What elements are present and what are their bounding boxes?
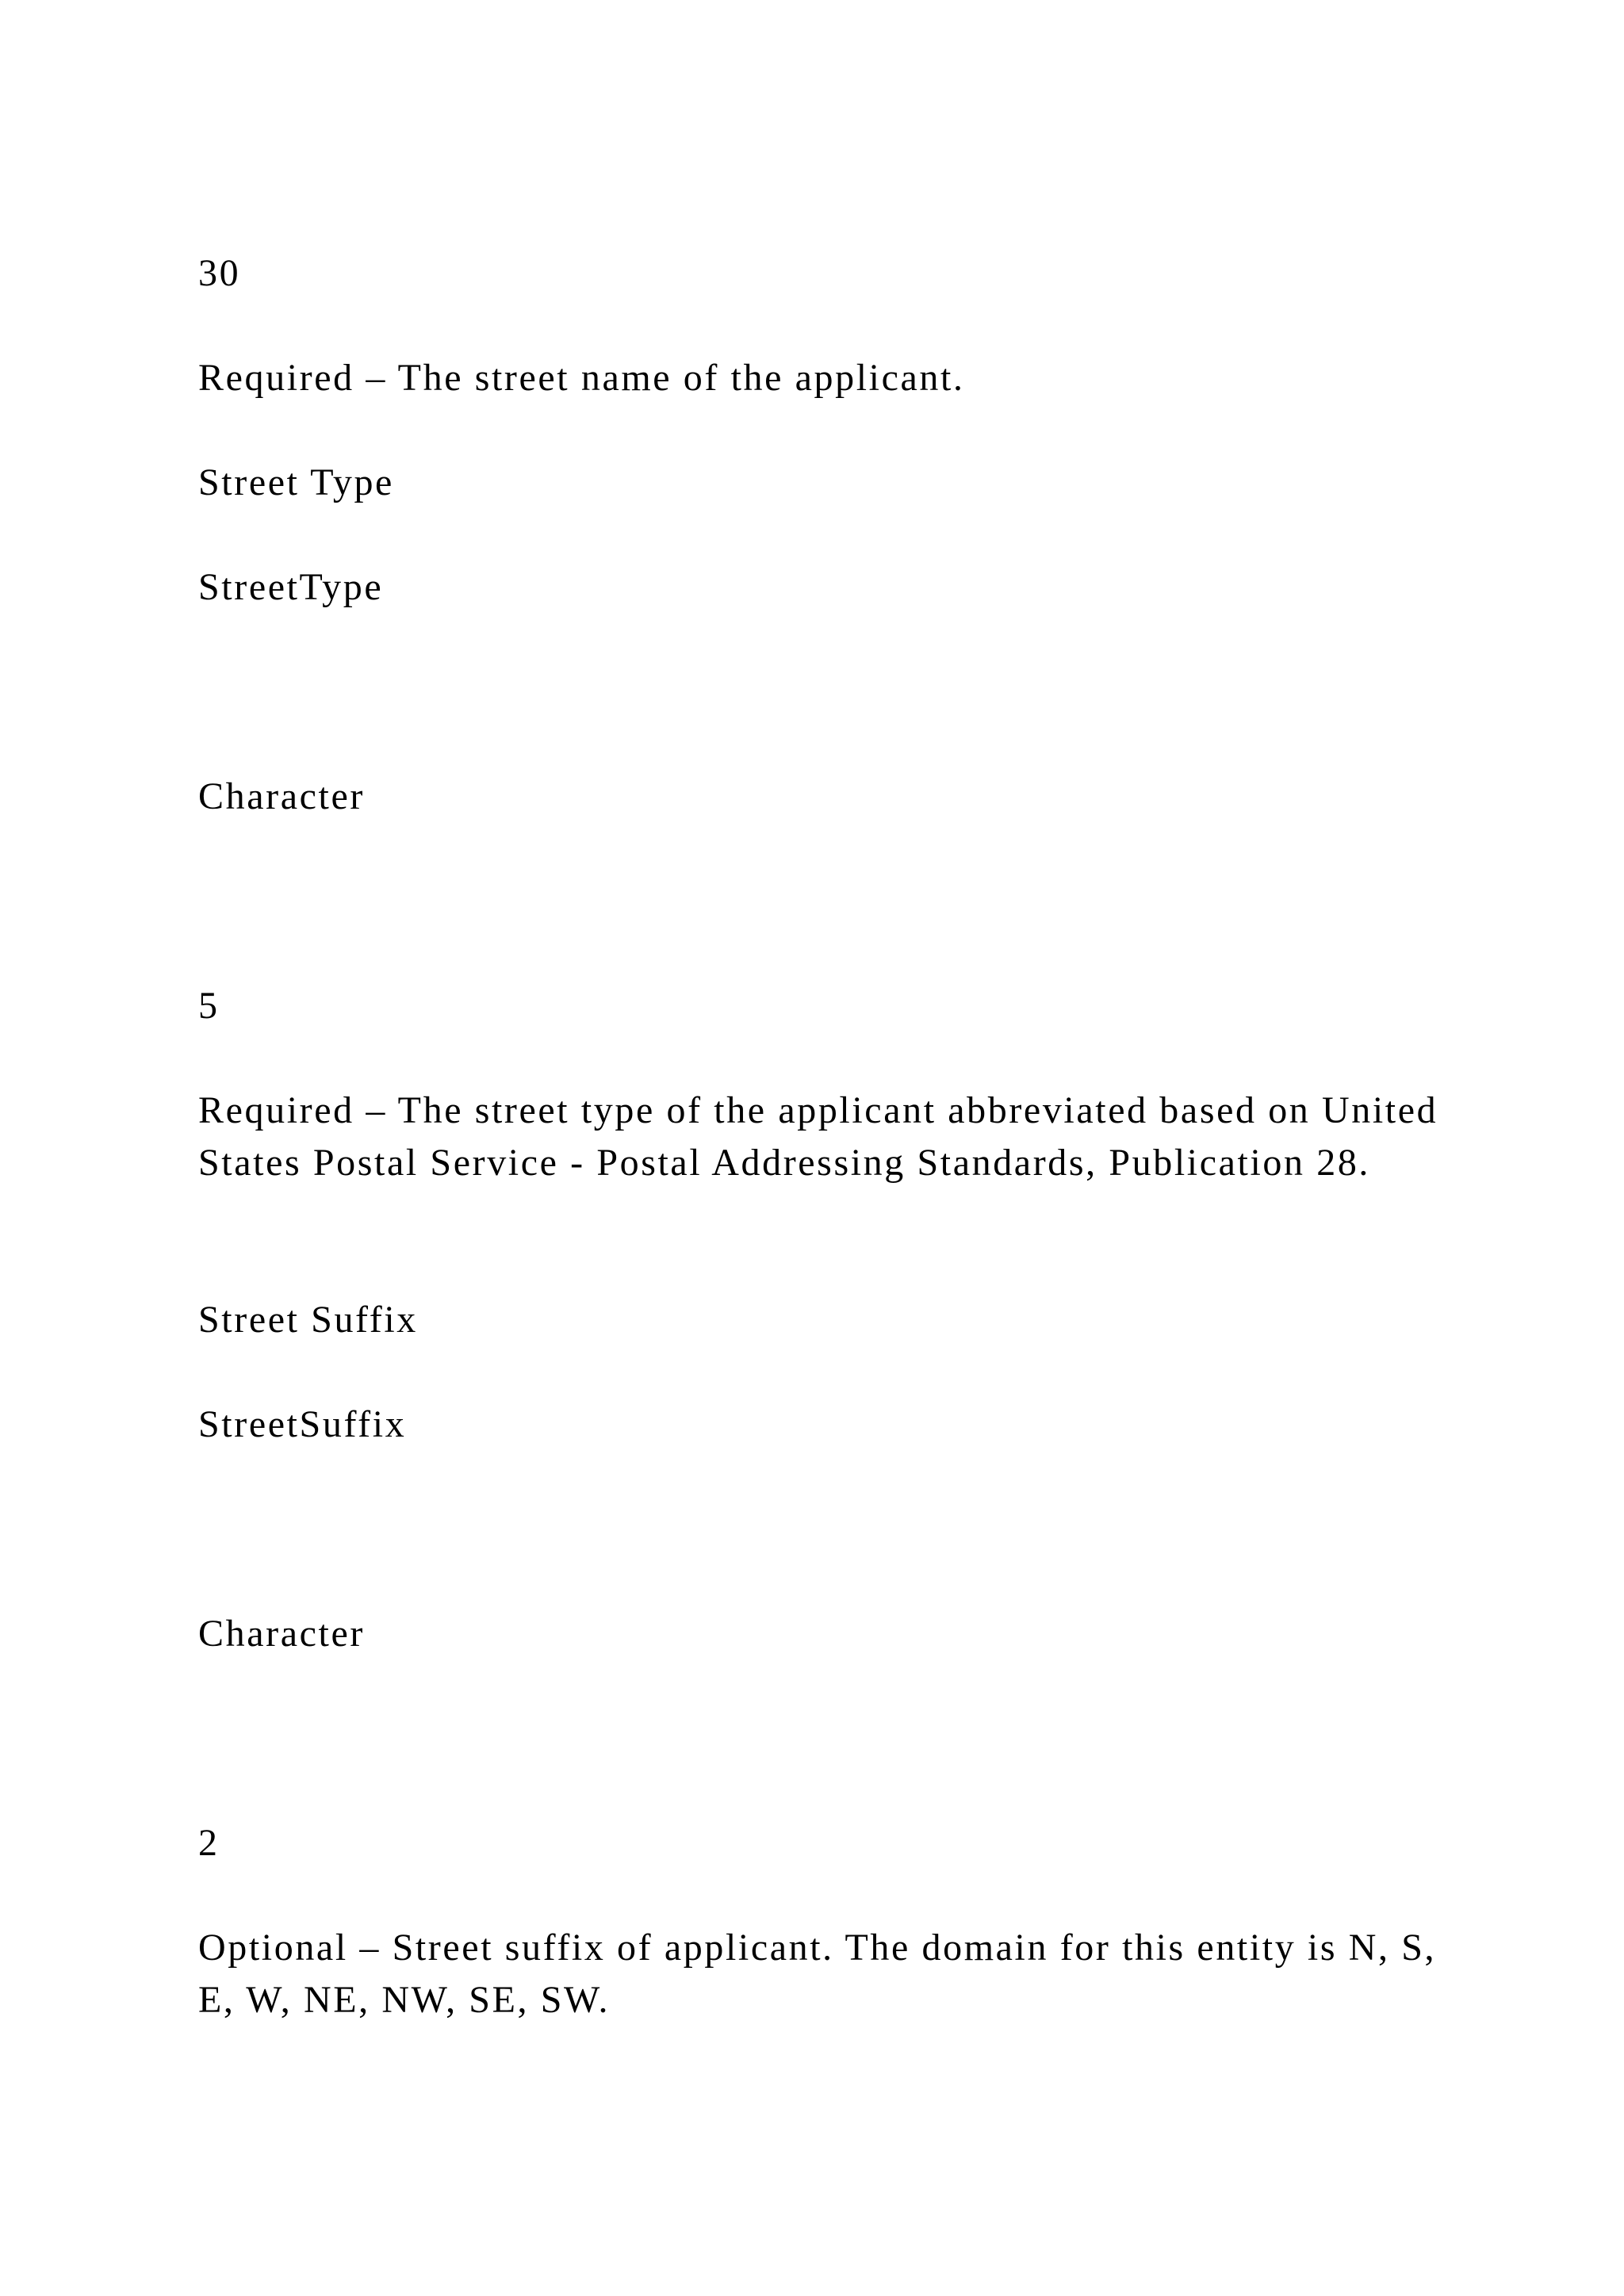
street-type-description: Required – The street type of the applicant abbreviated based on United States Postal Service - Postal Addressing Standards, Publication 28. [198,1089,1438,1184]
street-suffix-description: Optional – Street suffix of applicant. The domain for this entity is N, S, E, W, NE, NW, SE, SW. [198,1927,1437,2021]
street-suffix-label: Street Suffix [198,1299,418,1341]
street-suffix-field-name: StreetSuffix [198,1403,407,1445]
street-suffix-data-type: Character [198,1613,365,1655]
street-name-description: Required – The street name of the applicant. [198,357,965,399]
street-type-label: Street Type [198,461,394,503]
street-type-field-name: StreetType [198,566,384,608]
street-type-length: 5 [198,985,220,1027]
street-name-length: 30 [198,252,241,294]
street-type-data-type: Character [198,775,365,817]
street-suffix-length: 2 [198,1822,220,1864]
